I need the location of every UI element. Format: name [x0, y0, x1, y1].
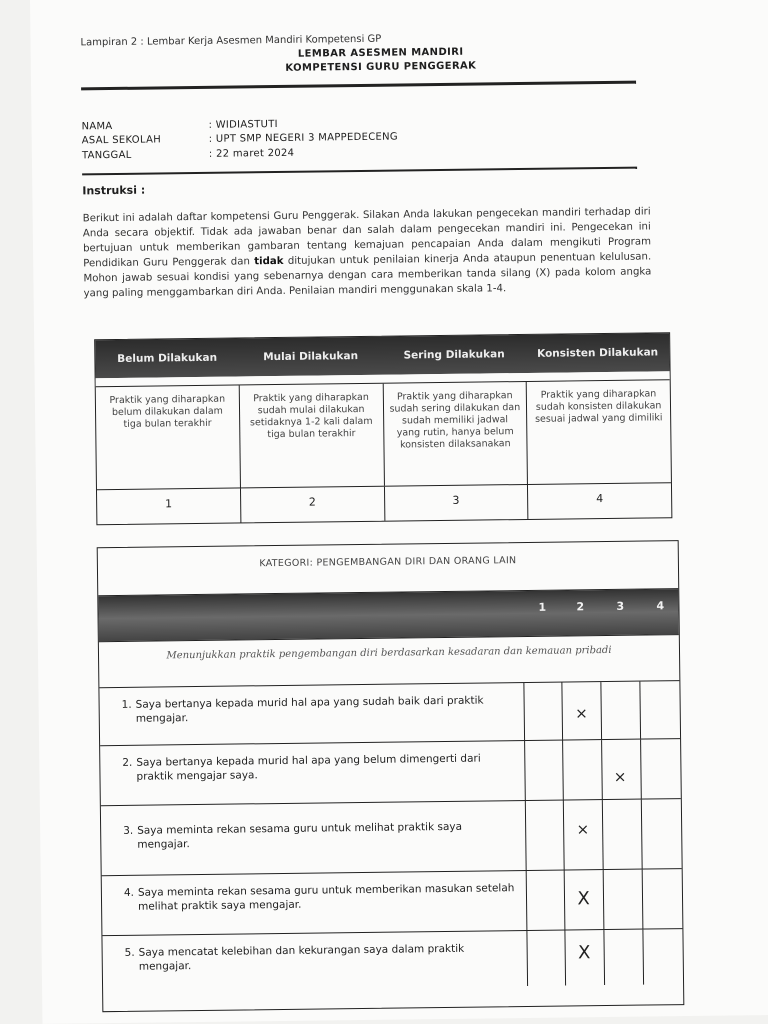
- statement-row-3: 3. Saya meminta rekan sesama guru untuk melihat praktik saya mengajar. ×: [101, 799, 682, 876]
- header-divider: [81, 81, 636, 91]
- rating-cell-4[interactable]: [644, 929, 684, 984]
- category-subtitle: Menunjukkan praktik pengembangan diri berdasarkan kesadaran dan kemauan pribadi: [99, 635, 680, 688]
- scale-description-row: [96, 380, 671, 490]
- scale-desc-3: Praktik yang diharapkan sudah sering dilakukan dan sudah memiliki jadwal yang rutin, hanya belum konsisten dilaksanakan: [383, 382, 528, 486]
- rating-scale-table: [94, 332, 672, 525]
- scale-num-3: 3: [384, 485, 528, 521]
- category-column-header: [98, 589, 679, 642]
- form-title: LEMBAR ASESMEN MANDIRI: [297, 46, 464, 60]
- rating-cell-3[interactable]: [604, 870, 644, 929]
- scale-num-2: 2: [241, 487, 385, 523]
- category-title: KATEGORI: PENGEMBANGAN DIRI DAN ORANG LAIN: [98, 541, 679, 596]
- scale-number-row: [97, 483, 671, 524]
- rating-cell-2[interactable]: [564, 740, 604, 799]
- column-3-label: 3: [616, 599, 625, 613]
- column-4-label: 4: [656, 599, 665, 613]
- cross-mark: X: [577, 942, 591, 964]
- rating-cell-3[interactable]: [602, 682, 642, 739]
- scale-header-4: Konsisten Dilakukan: [537, 346, 659, 360]
- rating-cell-1[interactable]: [527, 931, 567, 986]
- scale-num-1: 1: [97, 488, 241, 524]
- scale-header-3: Sering Dilakukan: [403, 348, 505, 362]
- statement-text: Saya mencatat kelebihan dan kekurangan saya dalam praktik mengajar.: [138, 942, 465, 973]
- category-table: [97, 540, 685, 1012]
- scale-header-1: Belum Dilakukan: [117, 351, 218, 365]
- statement-text: Saya bertanya kepada murid hal apa yang sudah baik dari praktik mengajar.: [135, 694, 484, 725]
- rating-cell-1[interactable]: [525, 801, 565, 870]
- statement-text: Saya bertanya kepada murid hal apa yang belum dimengerti dari praktik mengajar saya.: [136, 752, 481, 783]
- rating-cell-2[interactable]: [564, 800, 604, 869]
- cross-mark: ×: [576, 820, 590, 839]
- rating-cell-4[interactable]: [642, 799, 682, 868]
- statement-text: Saya meminta rekan sesama guru untuk memberikan masukan setelah melihat praktik saya mengajar.: [137, 882, 515, 913]
- cross-mark: ×: [575, 704, 588, 723]
- rating-cell-1[interactable]: [525, 741, 565, 800]
- column-1-label: 1: [538, 600, 547, 614]
- instructions-text: Berikut ini adalah daftar kompetensi Guru Penggerak. Silakan Anda lakukan pengecekan mandiri terhadap diri Anda secara objektif. Tidak ada jawaban benar dan salah dalam pengecekan mandiri ini. Pengecekan ini bertujuan untuk memberikan gambaran tentang kemajuan pencapaian Anda dalam mengikuti Program Pendidikan Guru Penggerak dan tidak ditujukan untuk penilaian kinerja Anda ataupun penentuan kelulusan. Mohon jawab sesuai kondisi yang sebenarnya dengan cara memberikan tanda silang (X) pada kolom angka yang paling menggambarkan diri Anda. Penilaian mandiri menggunakan skala 1-4.: [82, 206, 652, 300]
- rating-cell-3[interactable]: [605, 930, 645, 985]
- meta-divider: [82, 167, 637, 176]
- statement-text: Saya meminta rekan sesama guru untuk melihat praktik saya mengajar.: [137, 820, 463, 851]
- scale-desc-4: Praktik yang diharapkan sudah konsisten dilakukan sesuai jadwal yang dimiliki: [534, 388, 663, 425]
- rating-cell-2[interactable]: [566, 930, 606, 985]
- attachment-label: Lampiran 2 : Lembar Kerja Asesmen Mandiri Kompetensi GP: [80, 33, 382, 49]
- scale-desc-2: Praktik yang diharapkan sudah mulai dilakukan setidaknya 1-2 kali dalam tiga bulan terakhir: [239, 384, 384, 488]
- scale-header-2: Mulai Dilakukan: [263, 350, 359, 364]
- cross-mark: ×: [613, 767, 627, 786]
- instructions-heading: Instruksi :: [82, 183, 146, 198]
- meta-nama: NAMA : WIDIASTUTI: [81, 118, 278, 133]
- rating-cell-3[interactable]: [603, 800, 643, 869]
- statement-row-2: 2. Saya bertanya kepada murid hal apa yang belum dimengerti dari praktik mengajar saya. ×: [100, 739, 681, 806]
- rating-cell-4[interactable]: [643, 869, 683, 928]
- statement-row-4: 4. Saya meminta rekan sesama guru untuk memberikan masukan setelah melihat praktik saya mengajar. X: [102, 869, 683, 936]
- rating-cell-2[interactable]: [565, 870, 605, 929]
- form-subtitle: KOMPETENSI GURU PENGGERAK: [285, 60, 477, 74]
- statement-row-1: 1. Saya bertanya kepada murid hal apa yang sudah baik dari praktik mengajar. ×: [99, 681, 680, 746]
- rating-cell-4[interactable]: [641, 739, 681, 798]
- cross-mark: X: [577, 888, 590, 910]
- statement-row-5: 5. Saya mencatat kelebihan dan kekurangan saya dalam praktik mengajar. X: [102, 929, 683, 991]
- rating-cell-4[interactable]: [641, 681, 681, 738]
- rating-cell-1[interactable]: [524, 683, 564, 740]
- scale-num-4: 4: [596, 492, 604, 506]
- meta-asal-sekolah: ASAL SEKOLAH : UPT SMP NEGERI 3 MAPPEDECENG: [81, 131, 399, 147]
- scale-desc-1: Praktik yang diharapkan belum dilakukan dalam tiga bulan terakhir: [96, 385, 241, 489]
- rating-cell-2[interactable]: [563, 682, 603, 739]
- column-2-label: 2: [576, 600, 585, 614]
- rating-cell-3[interactable]: [602, 740, 642, 799]
- rating-cell-1[interactable]: [526, 871, 566, 930]
- meta-tanggal: TANGGAL : 22 maret 2024: [81, 147, 295, 162]
- document-page: [30, 0, 768, 1024]
